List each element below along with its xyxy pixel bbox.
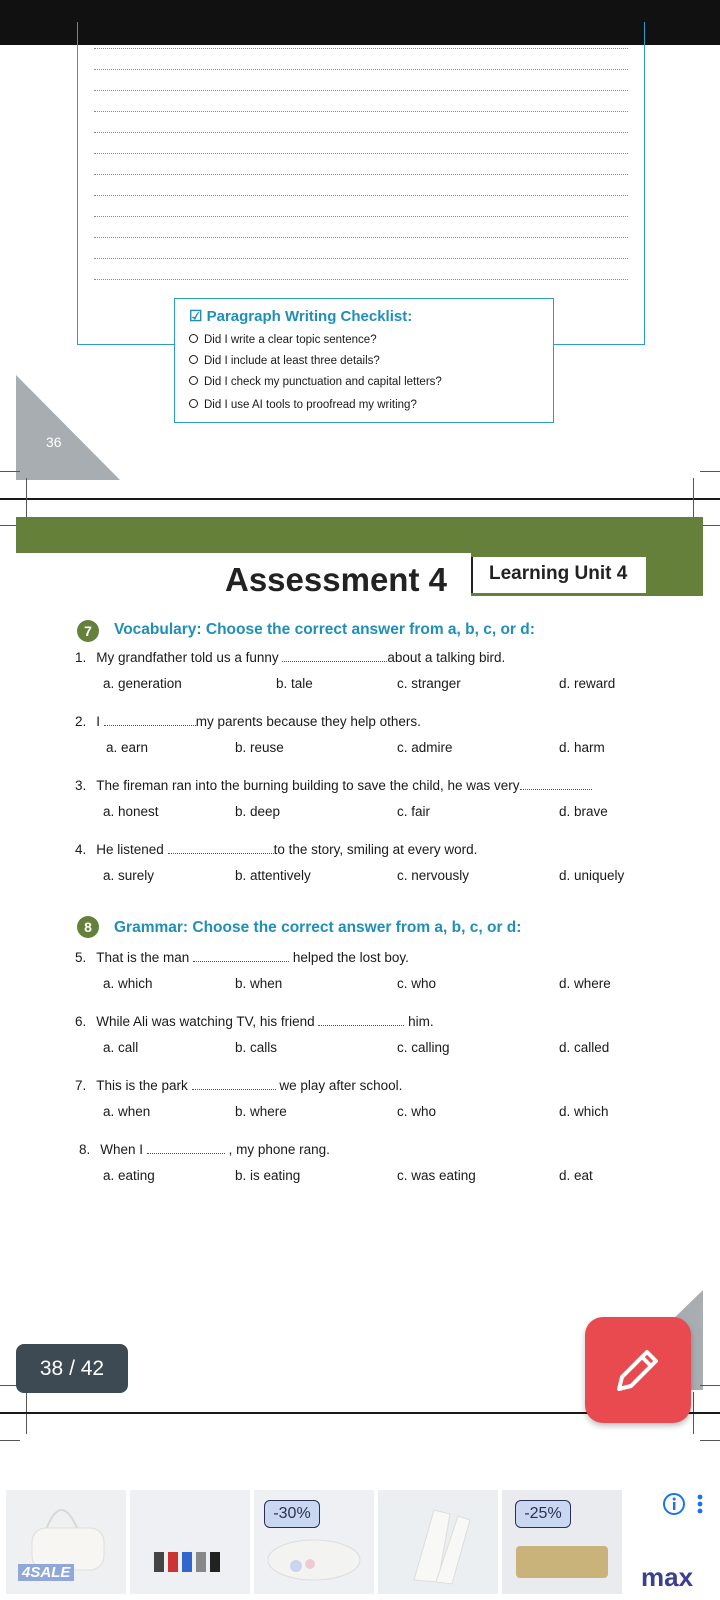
question: 5. That is the man helped the lost boy.: [75, 950, 409, 965]
brand-logo[interactable]: max: [641, 1562, 694, 1592]
option[interactable]: a. when: [103, 1104, 151, 1119]
unit-label: Learning Unit 4: [489, 563, 628, 584]
info-icon[interactable]: [662, 1492, 686, 1516]
option[interactable]: a. honest: [103, 804, 159, 819]
option[interactable]: c. nervously: [397, 868, 470, 883]
option[interactable]: c. who: [397, 1104, 437, 1119]
question: 1. My grandfather told us a funny about a talking bird.: [75, 650, 506, 665]
question: 3. The fireman ran into the burning building to save the child, he was very: [75, 778, 592, 793]
option[interactable]: c. admire: [397, 740, 453, 755]
page-corner: [0, 375, 122, 480]
crop-mark: [700, 1385, 720, 1386]
option[interactable]: d. eat: [559, 1168, 593, 1183]
crop-mark: [26, 478, 27, 520]
page-number: 36: [46, 434, 62, 450]
writing-area: [77, 22, 645, 345]
writing-line: [94, 258, 628, 259]
checklist-item: Did I write a clear topic sentence?: [189, 334, 377, 346]
question: 7. This is the park we play after school.: [75, 1078, 403, 1093]
crop-mark: [0, 471, 20, 472]
section-number: 7: [77, 620, 99, 642]
ad-product-sandals[interactable]: [378, 1490, 498, 1594]
option[interactable]: c. was eating: [397, 1168, 476, 1183]
unit-label-box: [471, 557, 646, 593]
discount-badge: -30%: [264, 1500, 320, 1528]
crop-mark: [700, 471, 720, 472]
page-indicator: 38 / 42: [16, 1344, 128, 1393]
section-title: Vocabulary: Choose the correct answer from a, b, c, or d:: [114, 621, 535, 638]
option[interactable]: c. calling: [397, 1040, 450, 1055]
checklist-item: Did I check my punctuation and capital letters?: [189, 376, 442, 388]
circle-icon: [189, 334, 198, 343]
checklist-item: Did I include at least three details?: [189, 355, 380, 367]
question: 6. While Ali was watching TV, his friend him.: [75, 1014, 434, 1029]
option[interactable]: d. uniquely: [559, 868, 625, 883]
option[interactable]: a. surely: [103, 868, 155, 883]
crop-mark: [693, 478, 694, 520]
circle-icon: [189, 376, 198, 385]
writing-line: [94, 174, 628, 175]
option[interactable]: b. when: [235, 976, 283, 991]
writing-line: [94, 195, 628, 196]
option[interactable]: c. stranger: [397, 676, 461, 691]
writing-line: [94, 153, 628, 154]
writing-line: [94, 216, 628, 217]
pencil-icon: [585, 1317, 691, 1423]
circle-icon: [189, 399, 198, 408]
option[interactable]: d. where: [559, 976, 611, 991]
crop-mark: [700, 525, 720, 526]
crop-mark: [0, 1440, 20, 1441]
option[interactable]: a. earn: [106, 740, 149, 755]
circle-icon: [189, 355, 198, 364]
annotate-button[interactable]: [585, 1317, 691, 1423]
option[interactable]: a. which: [103, 976, 153, 991]
option[interactable]: a. eating: [103, 1168, 155, 1183]
option[interactable]: b. deep: [235, 804, 281, 819]
option[interactable]: b. where: [235, 1104, 287, 1119]
option[interactable]: a. generation: [103, 676, 182, 691]
crop-mark: [700, 1440, 720, 1441]
ad-product-socks[interactable]: [130, 1490, 250, 1594]
writing-line: [94, 237, 628, 238]
section-number: 8: [77, 916, 99, 938]
checklist-title: ☑ Paragraph Writing Checklist:: [189, 308, 413, 325]
question: 2. I my parents because they help others.: [75, 714, 421, 729]
option[interactable]: b. is eating: [235, 1168, 301, 1183]
paragraph-checklist: [174, 298, 554, 423]
kebab-menu-icon[interactable]: [694, 1492, 706, 1516]
option[interactable]: d. reward: [559, 676, 616, 691]
option[interactable]: d. harm: [559, 740, 605, 755]
option[interactable]: d. brave: [559, 804, 608, 819]
option[interactable]: c. who: [397, 976, 437, 991]
question: 4. He listened to the story, smiling at every word.: [75, 842, 478, 857]
writing-line: [94, 132, 628, 133]
option[interactable]: b. calls: [235, 1040, 278, 1055]
assessment-title: Assessment 4: [225, 561, 447, 598]
writing-line: [94, 111, 628, 112]
checklist-item: Did I use AI tools to proofread my writing?: [189, 399, 417, 411]
option[interactable]: c. fair: [397, 804, 431, 819]
writing-line: [94, 279, 628, 280]
writing-line: [94, 48, 628, 49]
option[interactable]: b. tale: [276, 676, 313, 691]
option[interactable]: d. which: [559, 1104, 609, 1119]
option[interactable]: a. call: [103, 1040, 139, 1055]
page-divider: [0, 498, 720, 500]
writing-line: [94, 90, 628, 91]
sale-tag: 4SALE: [18, 1564, 74, 1581]
option[interactable]: d. called: [559, 1040, 610, 1055]
section-title: Grammar: Choose the correct answer from a, b, c, or d:: [114, 919, 522, 936]
discount-badge: -25%: [515, 1500, 571, 1528]
option[interactable]: b. attentively: [235, 868, 311, 883]
question: 8. When I , my phone rang.: [79, 1142, 330, 1157]
writing-line: [94, 69, 628, 70]
option[interactable]: b. reuse: [235, 740, 284, 755]
